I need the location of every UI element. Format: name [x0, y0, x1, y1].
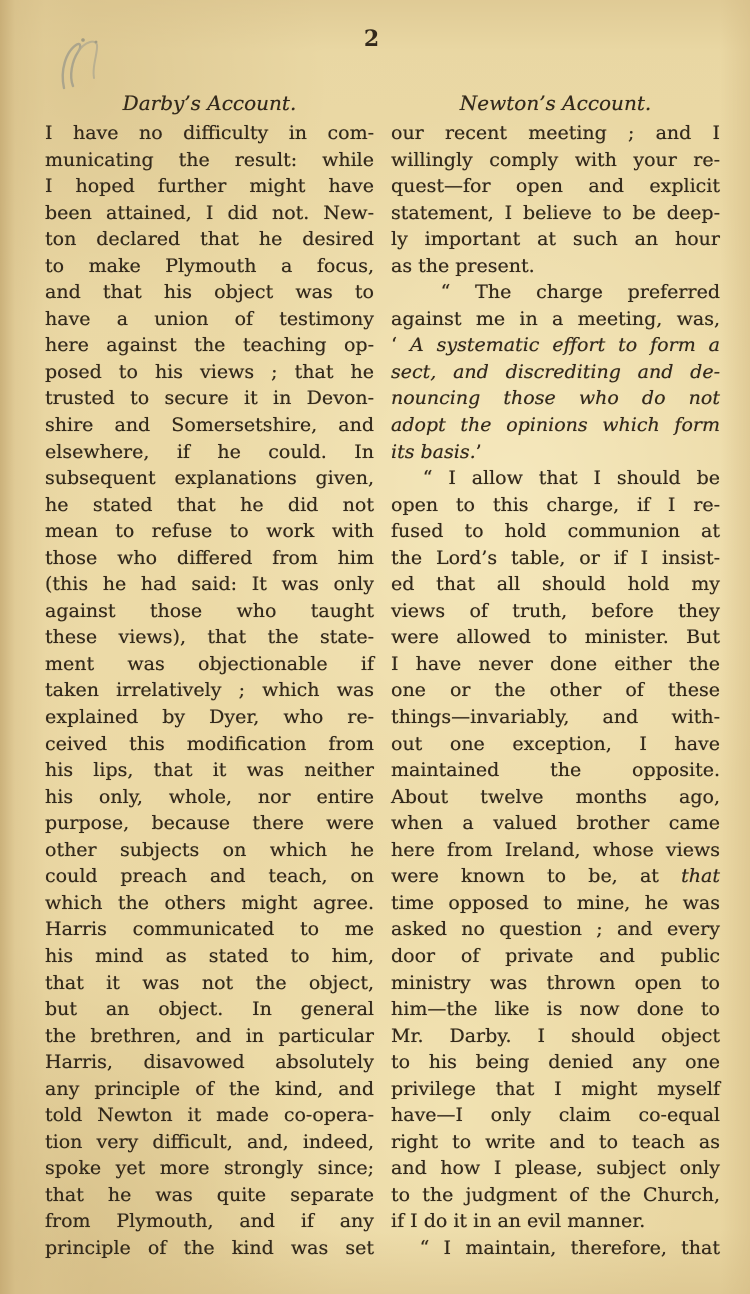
text-line: were known to be, at that	[391, 865, 720, 888]
text-line: but an object. In general	[45, 998, 374, 1021]
text-line: subsequent explanations given,	[45, 467, 374, 490]
text-line: if I do it in an evil manner.	[391, 1210, 646, 1233]
text-line: him—the like is now done to	[391, 998, 720, 1021]
text-line: shire and Somersetshire, and	[45, 414, 374, 437]
column-heading-newton: Newton’s Account.	[459, 91, 652, 115]
text-line: “ I allow that I should be	[391, 467, 720, 490]
text-line: time opposed to mine, he was	[391, 891, 720, 914]
column-newton	[391, 90, 720, 1262]
text-line: (this he had said: It was only	[45, 573, 374, 596]
text-line: any principle of the kind, and	[45, 1077, 374, 1100]
text-line: sect, and discrediting and de-	[391, 360, 720, 383]
text-line: been attained, I did not. New-	[45, 201, 374, 224]
text-line: ment was objectionable if	[45, 652, 374, 675]
text-line: from Plymouth, and if any	[45, 1210, 374, 1233]
text-line: ton declared that he desired	[45, 228, 374, 251]
text-line: purpose, because there were	[45, 812, 374, 835]
text-line: willingly comply with your re-	[391, 148, 720, 171]
text-line: quest—for open and explicit	[391, 175, 720, 198]
text-line: one or the other of these	[391, 679, 720, 702]
text-line: elsewhere, if he could. In	[45, 440, 374, 463]
text-line: against those who taught	[45, 599, 374, 622]
text-line: his mind as stated to him,	[45, 944, 374, 967]
text-line: asked no question ; and every	[391, 918, 720, 941]
text-line: here from Ireland, whose views	[391, 838, 720, 861]
text-line: I have no difficulty in com-	[45, 122, 374, 144]
text-line: ed that all should hold my	[391, 573, 720, 596]
text-line: principle of the kind was set	[45, 1236, 374, 1259]
text-line: the brethren, and in particular	[45, 1024, 374, 1047]
text-line: nouncing those who do not	[391, 387, 720, 410]
text-line: that it was not the object,	[45, 971, 374, 994]
text-line: and how I please, subject only	[391, 1157, 720, 1180]
text-line: Harris, disavowed absolutely	[45, 1051, 374, 1074]
text-line: to his being denied any one	[391, 1051, 720, 1074]
text-line: to make Plymouth a focus,	[45, 254, 374, 277]
text-line: ‘ A systematic effort to form a	[391, 334, 720, 357]
text-line: privilege that I might myself	[391, 1077, 720, 1100]
text-line: explained by Dyer, who re-	[45, 706, 374, 729]
text-line: I have never done either the	[391, 652, 720, 675]
text-line: and that his object was to	[45, 281, 374, 304]
column-heading-darby: Darby’s Account.	[122, 91, 297, 115]
text-line: that he was quite separate	[45, 1183, 374, 1206]
text-line: ministry was thrown open to	[391, 971, 720, 994]
text-line: I hoped further might have	[45, 175, 374, 198]
text-line: against me in a meeting, was,	[391, 307, 720, 330]
column-darby	[45, 90, 374, 1262]
text-line: here against the teaching op-	[45, 334, 374, 357]
text-line: right to write and to teach as	[391, 1130, 720, 1153]
text-line: which the others might agree.	[45, 891, 374, 914]
text-line: adopt the opinions which form	[391, 414, 720, 437]
text-line: municating the result: while	[45, 148, 374, 171]
text-line: to the judgment of the Church,	[391, 1183, 720, 1206]
text-line: ceived this modification from	[45, 732, 374, 755]
text-line: his only, whole, nor entire	[45, 785, 374, 808]
text-line: our recent meeting ; and I	[391, 122, 720, 144]
text-line: out one exception, I have	[391, 732, 720, 755]
text-line: door of private and public	[391, 944, 720, 967]
text-line: maintained the opposite.	[391, 759, 720, 782]
text-line: taken irrelatively ; which was	[45, 679, 374, 702]
text-line: About twelve months ago,	[391, 785, 720, 808]
page-number: 2	[363, 26, 381, 52]
text-line: fused to hold communion at	[391, 520, 720, 543]
text-line: its basis.’	[391, 440, 482, 463]
text-line: have—I only claim co-equal	[391, 1104, 720, 1127]
text-line: as the present.	[391, 254, 535, 277]
text-line: statement, I believe to be deep-	[391, 201, 720, 224]
column-body-darby	[45, 120, 374, 1262]
text-line: his lips, that it was neither	[45, 759, 374, 782]
text-line: “ The charge preferred	[391, 281, 720, 304]
column-body-newton	[391, 120, 720, 1262]
two-column-text	[45, 90, 721, 1262]
text-line: told Newton it made co-opera-	[45, 1104, 374, 1127]
text-line: open to this charge, if I re-	[391, 493, 720, 516]
text-line: posed to his views ; that he	[45, 360, 374, 383]
text-line: ly important at such an hour	[391, 228, 720, 251]
text-line: those who differed from him	[45, 546, 374, 569]
text-line: trusted to secure it in Devon-	[45, 387, 374, 410]
text-line: Harris communicated to me	[45, 918, 374, 941]
text-line: tion very difficult, and, indeed,	[45, 1130, 374, 1153]
text-line: could preach and teach, on	[45, 865, 374, 888]
text-line: have a union of testimony	[45, 307, 374, 330]
text-line: when a valued brother came	[391, 812, 720, 835]
text-line: the Lord’s table, or if I insist-	[391, 546, 720, 569]
text-line: spoke yet more strongly since;	[45, 1157, 374, 1180]
text-line: he stated that he did not	[45, 493, 374, 516]
text-line: these views), that the state-	[45, 626, 374, 649]
text-line: mean to refuse to work with	[45, 520, 374, 543]
text-line: Mr. Darby. I should object	[391, 1024, 720, 1047]
text-line: other subjects on which he	[45, 838, 374, 861]
text-line: views of truth, before they	[391, 599, 720, 622]
text-line: things—invariably, and with-	[391, 706, 720, 729]
text-line: “ I maintain, therefore, that	[391, 1236, 720, 1259]
text-line: were allowed to minister. But	[391, 626, 720, 649]
